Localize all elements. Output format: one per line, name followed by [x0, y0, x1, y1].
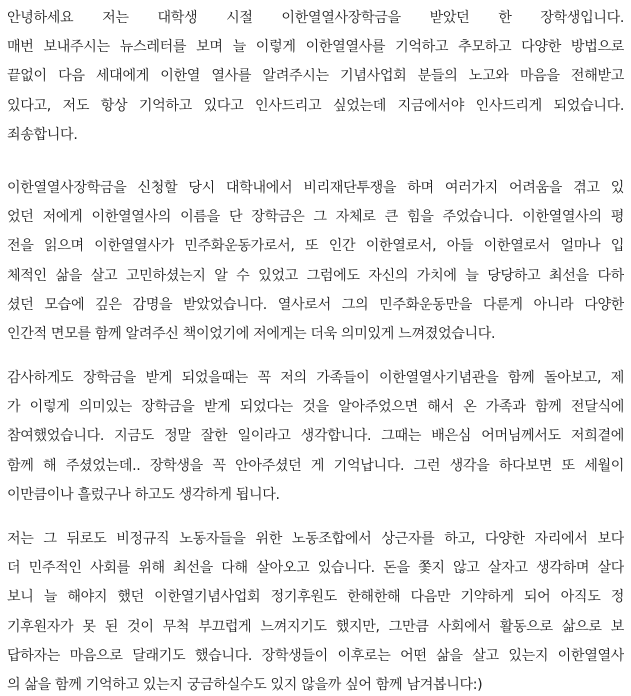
text-line: 체적인 삶을 살고 고민하셨는지 알 수 있었고 그럼에도 자신의 가치에 늘 당당하고 최선을 다하: [7, 267, 624, 284]
text-line: 함께 해 주셨었는데.. 장학생을 꼭 안아주셨던 게 기억납니다. 그런 생각을 하다보면 또 세월이: [7, 457, 624, 474]
text-line: 답하자는 마음으로 달래기도 했습니다. 장학생들이 이후로는 어떤 삶을 살고 있는지 이한열열사: [7, 647, 624, 664]
text-line: 의 삶을 함께 기억하고 있는지 궁금하실수도 있지 않을까 싶어 함께 남겨봅니다:): [7, 676, 483, 693]
text-line: 전을 읽으며 이한열열사가 민주화운동가로서, 또 인간 이한열로서, 아들 이한열로서 얼마나 입: [7, 238, 624, 255]
text-line: 안녕하세요 저는 대학생 시절 이한열열사장학금을 받았던 한 장학생입니다.: [7, 10, 624, 26]
text-line: 더 민주적인 사회를 위해 최선을 다해 살아오고 있습니다. 돈을 쫓지 않고 살자고 생각하며 살다: [7, 560, 624, 577]
text-line: 매번 보내주시는 뉴스레터를 보며 늘 이렇게 이한열열사를 기억하고 추모하고 다양한 방법으로: [7, 39, 624, 56]
paragraph-ceremony-memory: [7, 364, 624, 510]
paragraph-scholarship-application: [7, 174, 624, 349]
paragraph-current-life: [7, 525, 624, 696]
paragraph-greeting: [7, 4, 624, 150]
text-line: 보니 늘 해야지 했던 이한열기념사업회 정기후원도 한해한해 다음만 기약하게 되어 아직도 정: [7, 589, 624, 606]
text-line: 죄송합니다.: [7, 126, 78, 143]
text-line: 끝없이 다음 세대에게 이한열 열사를 알려주시는 기념사업회 분들의 노고와 마음을 전해받고: [7, 68, 624, 85]
text-line: 었던 저에게 이한열열사의 이름을 단 장학금은 그 자체로 큰 힘을 주었습니다. 이한열열사의 평: [7, 209, 624, 226]
text-line: 가 이렇게 의미있는 장학금을 받게 되었다는 것을 알아주었으면 해서 온 가족과 함께 전달식에: [7, 399, 624, 416]
text-line: 이한열열사장학금을 신청할 당시 대학내에서 비리재단투쟁을 하며 여러가지 어려움을 겪고 있: [7, 180, 624, 196]
text-line: 셨던 모습에 깊은 감명을 받았었습니다. 열사로서 그의 민주화운동만을 다룬게 아니라 다양한: [7, 296, 624, 313]
text-line: 감사하게도 장학금을 받게 되었을때는 꼭 저의 가족들이 이한열열사기념관을 함께 돌아보고, 제: [7, 370, 624, 386]
text-line: 저는 그 뒤로도 비정규직 노동자들을 위한 노동조합에서 상근자를 하고, 다양한 자리에서 보다: [7, 531, 624, 547]
text-line: 기후원자가 못 된 것이 무척 부끄럽게 느껴지기도 했지만, 그만큼 사회에서 활동으로 삶으로 보: [7, 618, 624, 635]
text-line: 있다고, 저도 항상 기억하고 있다고 인사드리고 싶었는데 지금에서야 인사드리게 되었습니다.: [7, 97, 624, 114]
text-line: 인간적 면모를 함께 알려주신 책이었기에 저에게는 더욱 의미있게 느껴졌었습니다.: [7, 325, 496, 342]
text-line: 참여했었습니다. 지금도 정말 잘한 일이라고 생각합니다. 그때는 배은심 어머님께서도 저희곁에: [7, 428, 624, 445]
text-line: 이만큼이나 흘렀구나 하고도 생각하게 됩니다.: [7, 486, 280, 503]
